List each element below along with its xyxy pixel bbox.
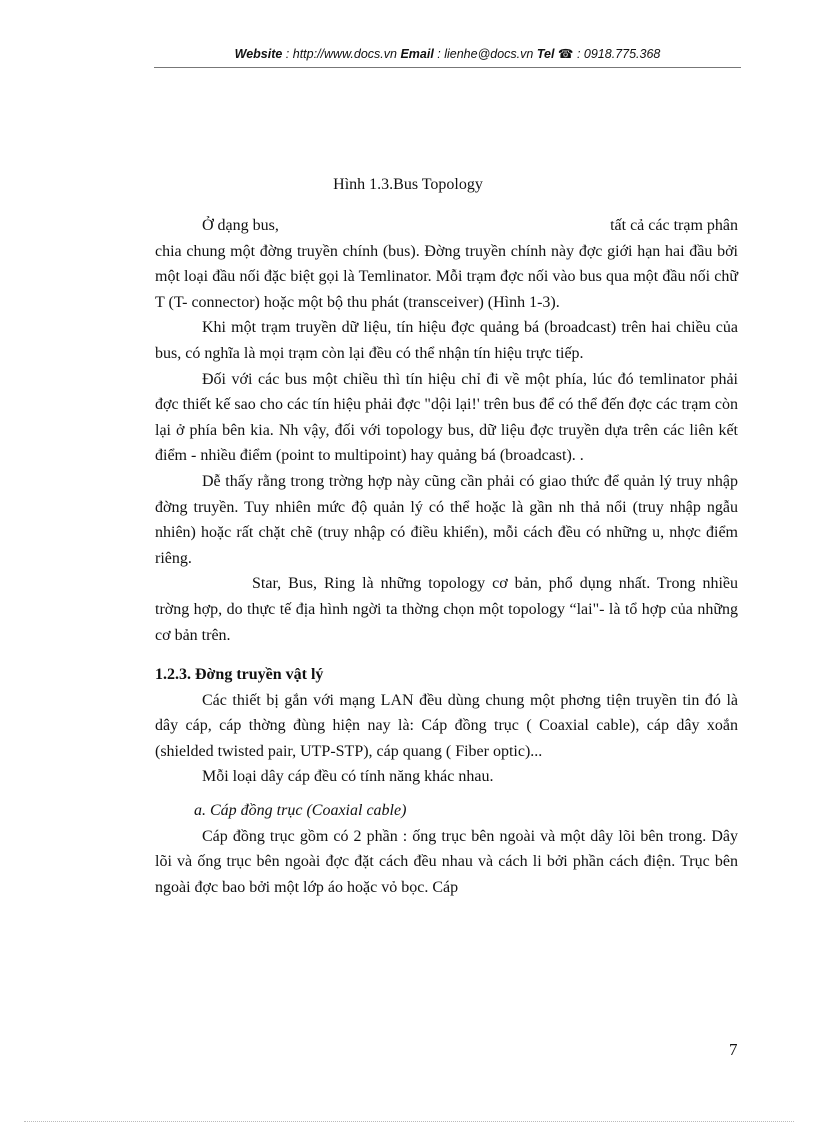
website-value: : http://www.docs.vn: [282, 47, 401, 61]
paragraph-1: chia chung một đờng truyền chính (bus). Đờng truyền chính này đợc giới hạn hai đầu bởi một loại đầu nối đặc biệt gọi là Temlinator. Mỗi trạm đợc nối vào bus qua một đầu nối chữ T (T- connector) hoặc một bộ thu phát (transceiver) (Hình 1-3).: [155, 242, 738, 311]
website-label: Website: [234, 47, 283, 61]
paragraph-5: Star, Bus, Ring là những topology cơ bản, phổ dụng nhất. Trong nhiều trờng hợp, do thực tế địa hình ngời ta thờng chọn một topology “lai"- là tổ hợp của những cơ bản trên.: [155, 575, 738, 644]
page-number: 7: [729, 1040, 738, 1059]
paragraph-2: Khi một trạm truyền dữ liệu, tín hiệu đợc quảng bá (broadcast) trên hai chiều của bus, có nghĩa là mọi trạm còn lại đều có thể nhận tín hiệu trực tiếp.: [155, 319, 738, 362]
email-value: : lienhe@docs.vn: [433, 47, 537, 61]
paragraph-1-start-right: tất cả các trạm phân: [610, 217, 738, 234]
header-divider: [154, 67, 741, 68]
paragraph-1-start: Ở dạng bus,: [202, 217, 279, 234]
page-header: [154, 46, 741, 61]
page-bottom-border: [24, 1121, 794, 1122]
spacer: [155, 790, 738, 798]
tel-value: : 0918.775.368: [573, 47, 661, 61]
paragraph-6: Các thiết bị gắn với mạng LAN đều dùng chung một phơng tiện truyền tin đó là dây cáp, cáp thờng đùng hiện nay là: Cáp đồng trục ( Coaxial cable), cáp dây xoắn (shielded twisted pair, UTP-STP), cáp quang ( Fiber optic)...: [155, 691, 738, 760]
spacer: [155, 648, 738, 662]
paragraph-8: Cáp đồng trục gồm có 2 phần : ống trục bên ngoài và một dây lõi bên trong. Dây lõi và ống trục bên ngoài đợc đặt cách đều nhau và cách li bởi phần cách điện. Trục bên ngoài đợc bao bởi một lớp áo hoặc vỏ bọc. Cáp: [155, 827, 738, 896]
subsection-heading: a. Cáp đồng trục (Coaxial cable): [194, 802, 407, 820]
document-body: [155, 213, 738, 900]
paragraph-1-line-1: [155, 213, 738, 239]
figure-caption: Hình 1.3.Bus Topology: [333, 176, 483, 193]
email-label: Email: [400, 47, 434, 61]
paragraph-7: Mỗi loại dây cáp đều có tính năng khác nhau.: [202, 768, 494, 786]
paragraph-3: Đối với các bus một chiều thì tín hiệu chỉ đi về một phía, lúc đó temlinator phải đợc thiết kế sao cho các tín hiệu phải đợc "dội lại!' trên bus để có thể đến đợc các trạm còn lại ở phía bên kia. Nh vậy, đối với topology bus, dữ liệu đợc truyền dựa trên các liên kết điểm - nhiều điểm (point to multipoint) hay quảng bá (broadcast). .: [155, 370, 738, 465]
paragraph-4: Dễ thấy rằng trong trờng hợp này cũng cần phải có giao thức để quản lý truy nhập đờng truyền. Tuy nhiên mức độ quản lý có thể hoặc là gần nh thả nổi (truy nhập ngẫu nhiên) hoặc rất chặt chẽ (truy nhập có điều khiển), mỗi cách đều có những u, nhợc điểm riêng.: [155, 472, 738, 567]
section-heading: 1.2.3. Đờng truyền vật lý: [155, 666, 324, 684]
tel-label: Tel ☎: [536, 47, 574, 61]
